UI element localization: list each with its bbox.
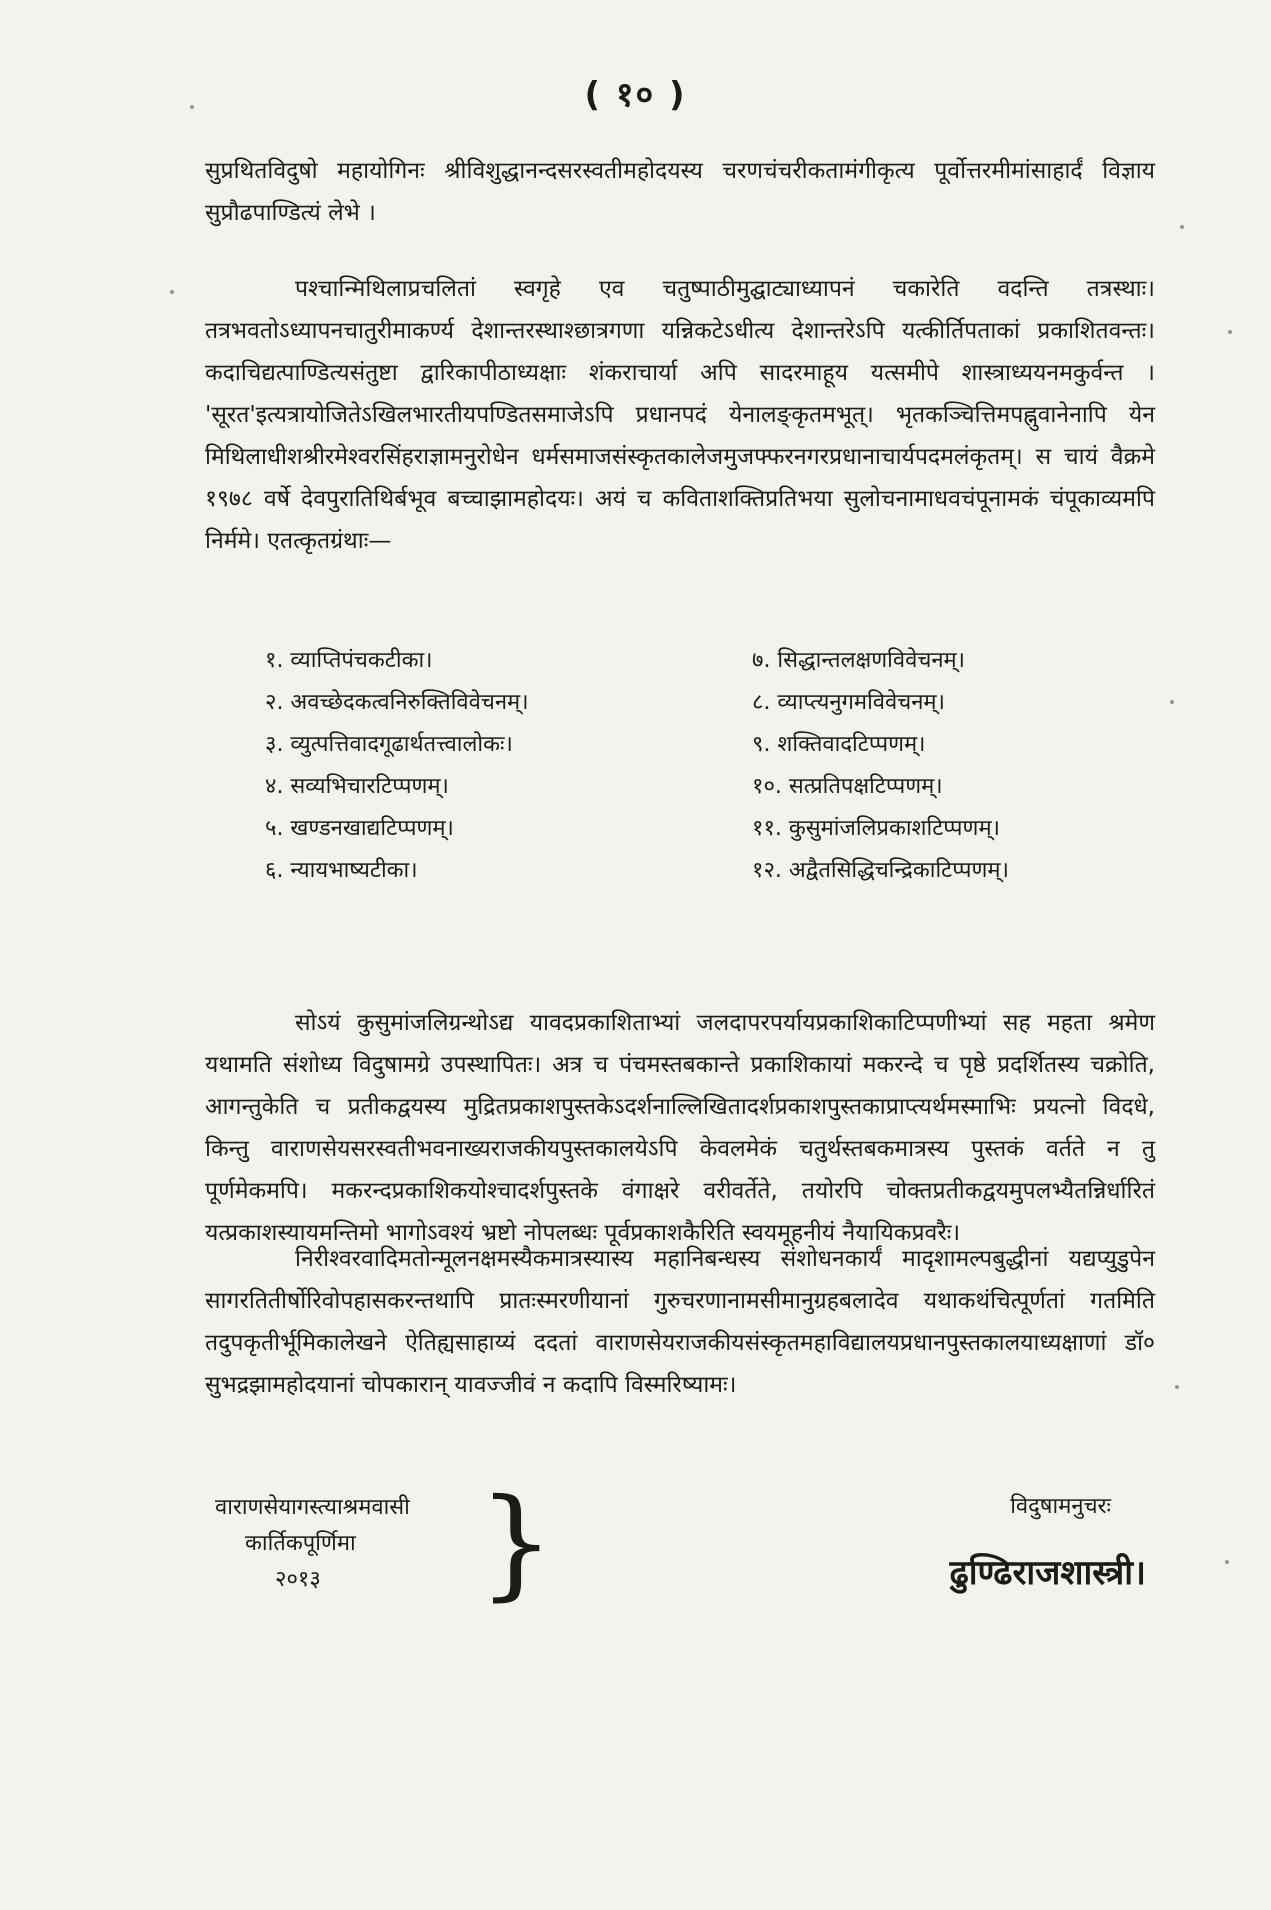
page-number: ( १० ) [584,75,687,115]
scan-speck [1175,1385,1179,1389]
scan-speck [1170,700,1174,704]
list-item: १. व्याप्तिपंचकटीका। [265,648,433,673]
signature-place: वाराणसेयागस्त्याश्रमवासी [215,1495,410,1520]
list-item: ५. खण्डनखाद्यटिप्पणम्। [265,816,454,841]
scan-speck [1225,1560,1229,1564]
signature-author: ढुण्ढिराजशास्त्री। [949,1553,1146,1593]
paragraph-1: सुप्रथितविदुषो महायोगिनः श्रीविशुद्धानन्दसरस्वतीमहोदयस्य चरणचंचरीकतामंगीकृत्य पूर्वोत्तरमीमांसाहार्दं विज्ञाय सुप्रौढपाण्डित्यं लेभे । [205,158,1155,226]
scan-speck [1228,330,1232,334]
list-item: ७. सिद्धान्तलक्षणविवेचनम्। [752,648,966,673]
paragraph-2: पश्चान्मिथिलाप्रचलितां स्वगृहे एव चतुष्पाठीमुद्घाट्याध्यापनं चकारेति वदन्ति तत्रस्थाः। तत्रभवतोऽध्यापनचातुरीमाकर्ण्य देशान्तरस्थाश्छात्रगणा यन्निकटेऽधीत्य देशान्तरेऽपि यत्कीर्तिपताकां प्रकाशितवन्तः। कदाचिद्यत्पाण्डित्यसंतुष्टा द्वारिकापीठाध्यक्षाः शंकराचार्या अपि सादरमाहूय यत्समीपे शास्त्राध्ययनमकुर्वन्त । 'सूरत'इत्यत्रायोजितेऽखिलभारतीयपण्डितसमाजेऽपि प्रधानपदं येनालङ्कृतमभूत्। भृतकञ्चित्तिमपह्नुवानेनापि येन मिथिलाधीशश्रीरमेश्वरसिंहराज्ञामनुरोधेन धर्मसमाजसंस्कृतकालेजमुजफ्फरनगरप्रधानाचार्यपदमलंकृतम्। स चायं वैक्रमे १९७८ वर्षे देवपुरातिथिर्बभूव बच्चाझामहोदयः। अयं च कविताशक्तिप्रतिभया सुलोचनामाधवचंपूनामकं चंपूकाव्यमपि निर्ममे। एतत्कृतग्रंथाः— [205,276,1155,554]
scan-speck [170,290,174,294]
signature-date: कार्तिकपूर्णिमा [245,1531,356,1556]
brace-divider: } [478,1474,555,1613]
signature-servant: विदुषामनुचरः [1010,1494,1111,1519]
works-list-right [752,640,1152,892]
works-list-left [265,640,685,892]
signature-year: २०१३ [275,1567,321,1592]
paragraph-3: सोऽयं कुसुमांजलिग्रन्थोऽद्य यावदप्रकाशिताभ्यां जलदापरपर्यायप्रकाशिकाटिप्पणीभ्यां सह महता श्रमेण यथामति संशोध्य विदुषामग्रे उपस्थापितः। अत्र च पंचमस्तबकान्ते प्रकाशिकायां मकरन्दे च पृष्ठे प्रदर्शितस्य चक्रोति, आगन्तुकेति च प्रतीकद्वयस्य मुद्रितप्रकाशपुस्तकेऽदर्शनाल्लिखितादर्शप्रकाशपुस्तकाप्राप्त्यर्थमस्माभिः प्रयत्नो विदधे, किन्तु वाराणसेयसरस्वतीभवनाख्यराजकीयपुस्तकालयेऽपि केवलमेकं चतुर्थस्तबकमात्रस्य पुस्तकं वर्तते न तु पूर्णमेकमपि। मकरन्दप्रकाशिकयोश्चादर्शपुस्तके वंगाक्षरे वरीवर्तेते, तयोरपि चोक्तप्रतीकद्वयमुपलभ्यैतन्निर्धारितं यत्प्रकाशस्यायमन्तिमो भागोऽवश्यं भ्रष्टो नोपलब्धः पूर्वप्रकाशकैरिति स्वयमूहनीयं नैयायिकप्रवरैः। [205,1010,1155,1246]
list-item: ४. सव्यभिचारटिप्पणम्। [265,774,449,799]
list-item: १०. सत्प्रतिपक्षटिप्पणम्। [752,774,943,799]
list-item: ३. व्युत्पत्तिवादगूढार्थतत्त्वालोकः। [265,732,513,757]
list-item: २. अवच्छेदकत्वनिरुक्तिविवेचनम्। [265,690,529,715]
scan-speck [1180,225,1184,229]
list-item: १२. अद्वैतसिद्धिचन्द्रिकाटिप्पणम्। [752,858,1009,883]
list-item: ८. व्याप्त्यनुगमविवेचनम्। [752,690,945,715]
list-item: ९. शक्तिवादटिप्पणम्। [752,732,926,757]
paragraph-4: निरीश्वरवादिमतोन्मूलनक्षमस्यैकमात्रस्यास्य महानिबन्धस्य संशोधनकार्यं मादृशामल्पबुद्धीनां यद्यप्युडुपेन सागरतितीर्षोरिवोपहासकरन्तथापि प्रातःस्मरणीयानां गुरुचरणानामसीमानुग्रहबलादेव यथाकथंचित्पूर्णतां गतमिति तदुपकृतीर्भूमिकालेखने ऐतिह्यसाहाय्यं ददतां वाराणसेयराजकीयसंस्कृतमहाविद्यालयप्रधानपुस्तकालयाध्यक्षाणां डॉ० सुभद्रझामहोदयानां चोपकारान् यावज्जीवं न कदापि विस्मरिष्यामः। [205,1246,1155,1398]
list-item: ११. कुसुमांजलिप्रकाशटिप्पणम्। [752,816,1000,841]
list-item: ६. न्यायभाष्यटीका। [265,858,418,883]
scan-speck [190,105,194,109]
